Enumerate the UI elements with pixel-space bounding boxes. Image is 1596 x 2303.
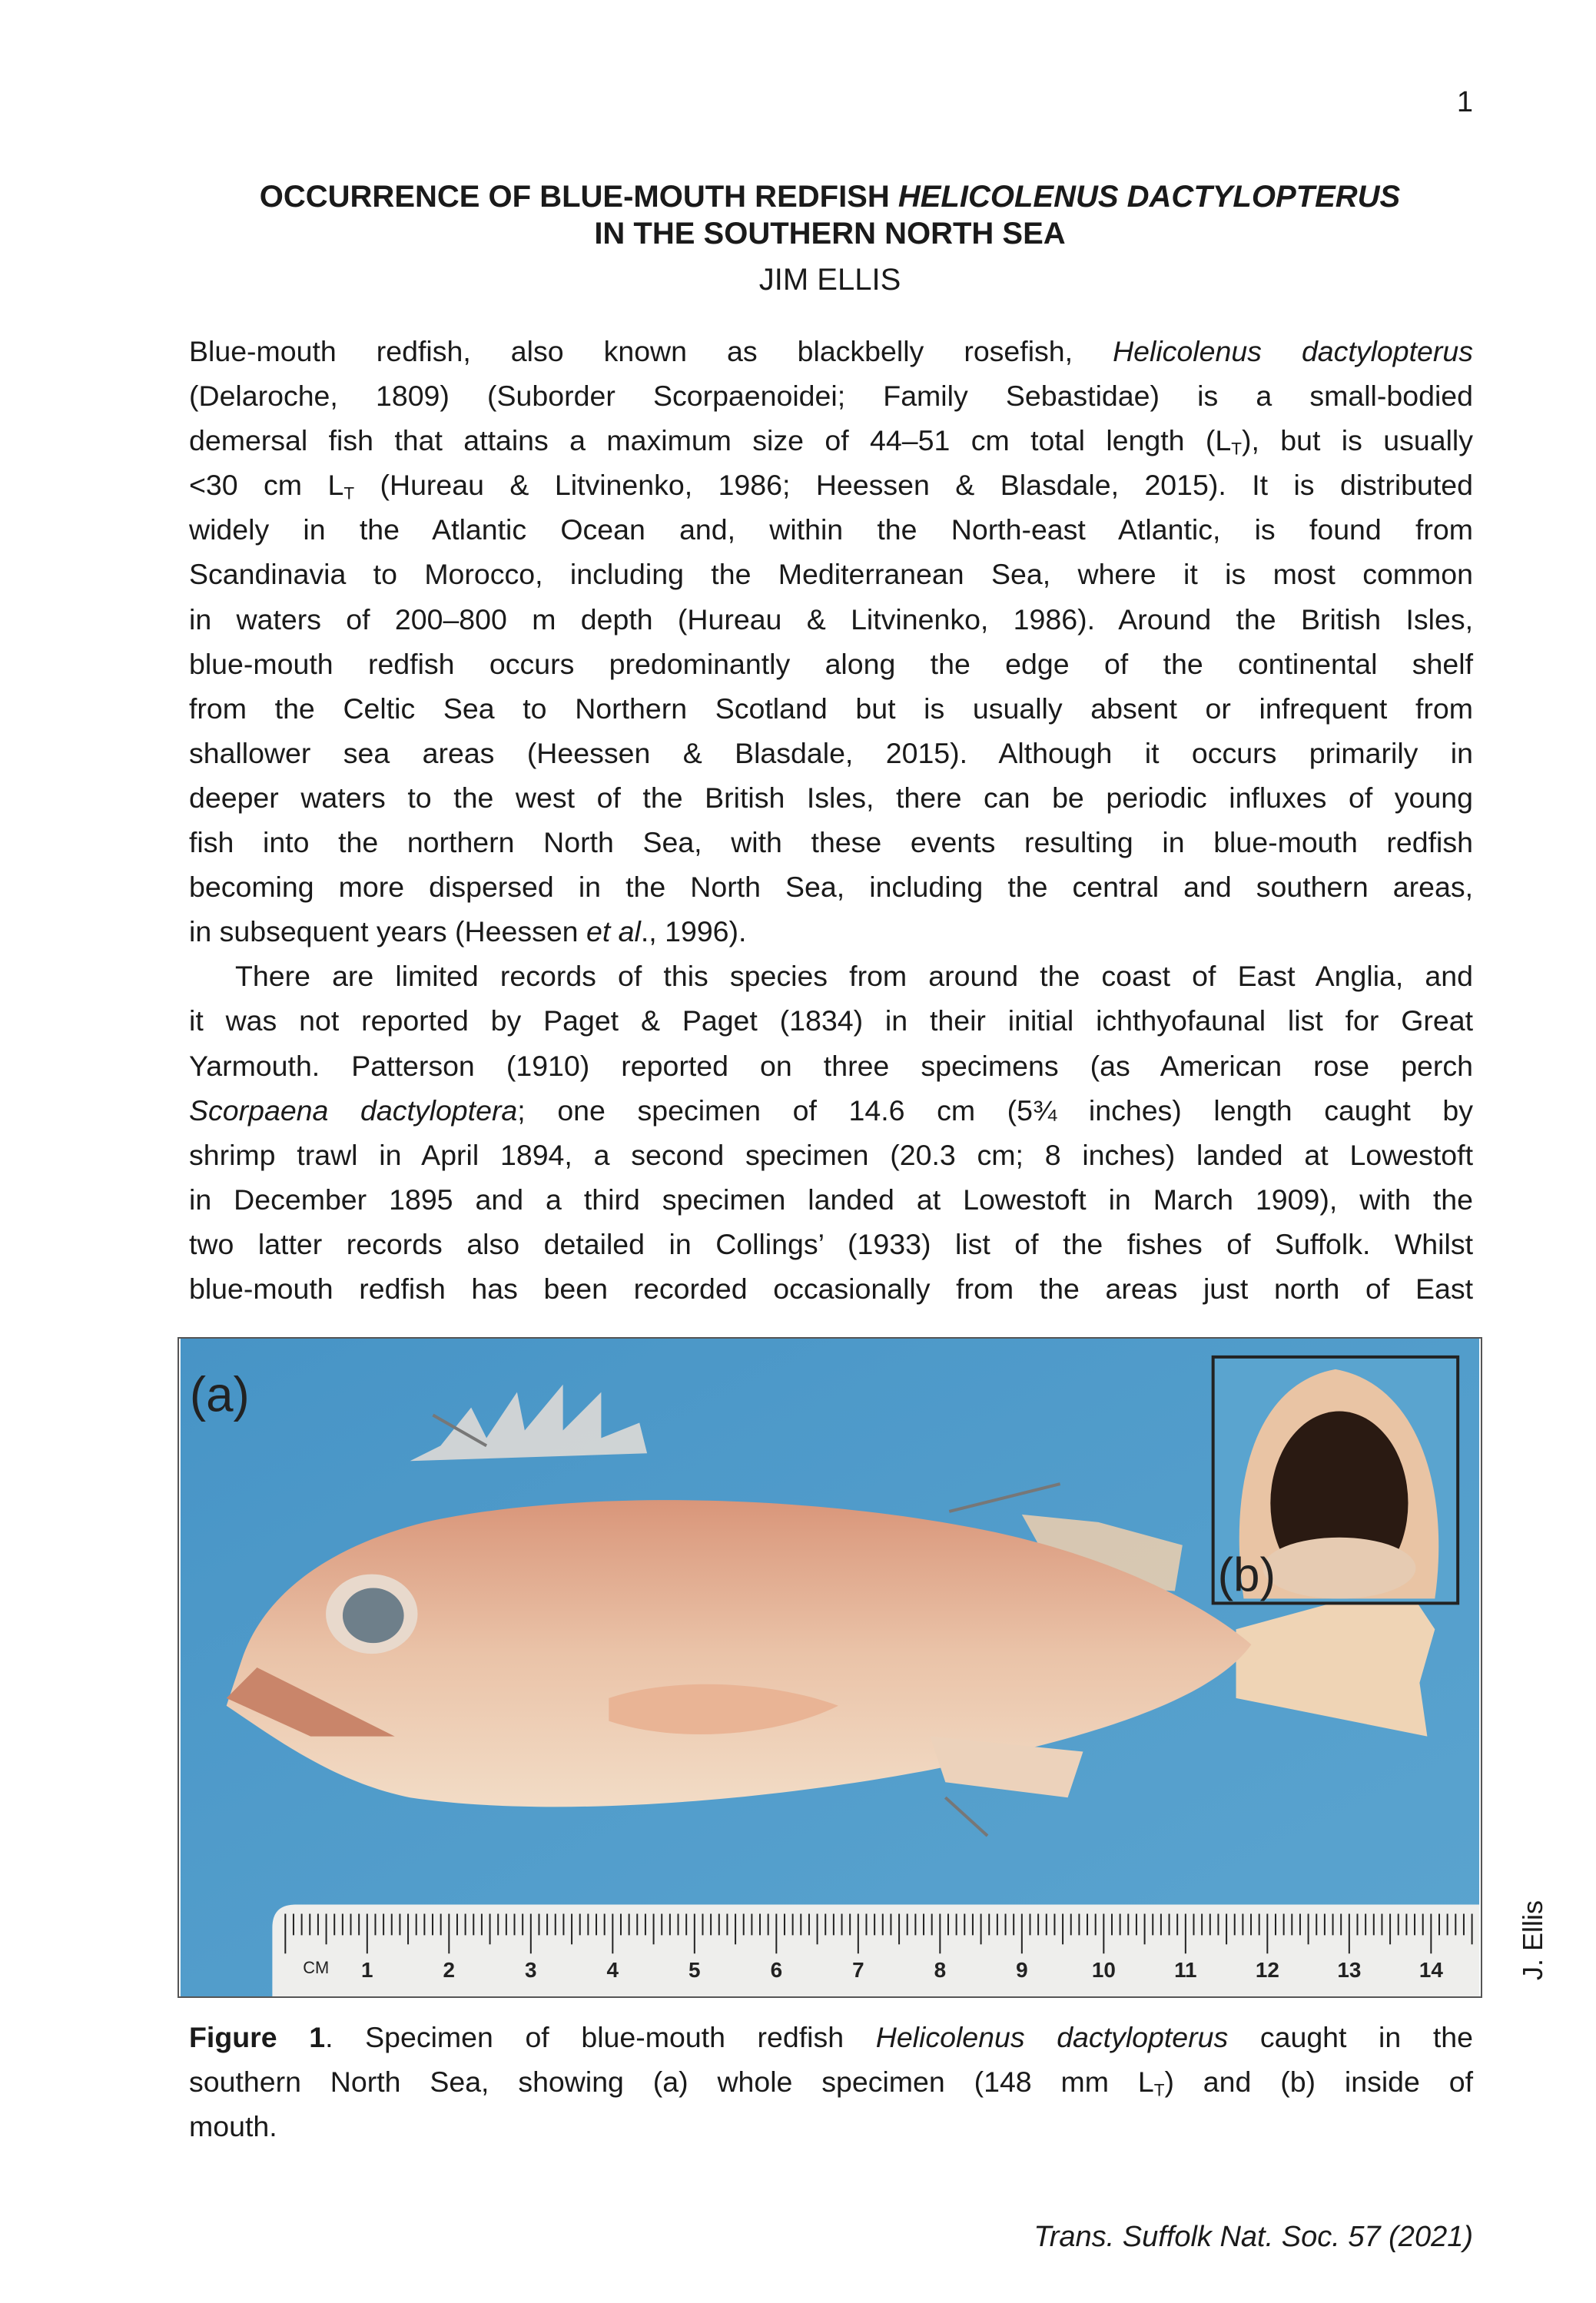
- text-line: [189, 1133, 1473, 1177]
- subscript: T: [1153, 2080, 1165, 2100]
- text-segment: Figure 1: [189, 2021, 326, 2053]
- ruler-label: 8: [934, 1958, 947, 1983]
- subscript: T: [343, 483, 355, 503]
- subscript: T: [1231, 439, 1242, 459]
- text-line: [189, 864, 1473, 909]
- article-title: [0, 178, 1596, 215]
- figure-1-photo: [178, 1337, 1482, 1998]
- italic-text: Helicolenus dactylopterus: [1113, 335, 1473, 367]
- ruler-label: 11: [1174, 1958, 1197, 1983]
- page-number: 1: [1456, 86, 1473, 118]
- text-line: [189, 686, 1473, 731]
- text-segment: ) and (b) inside of: [1164, 2066, 1473, 2099]
- text-line: [189, 1222, 1473, 1266]
- ruler-label: 3: [525, 1958, 537, 1983]
- text-segment: blue-mouth redfish occurs predominantly along the edge of the continental shelf: [189, 647, 1473, 680]
- ruler-label: 12: [1255, 1958, 1279, 1983]
- ruler-label: 14: [1418, 1958, 1443, 1983]
- text-segment: from the Celtic Sea to Northern Scotland but is usually absent or infrequent from: [189, 692, 1473, 725]
- text-line: [189, 552, 1473, 596]
- ruler-label: 6: [770, 1958, 783, 1983]
- text-segment: shrimp trawl in April 1894, a second specimen (20.3 cm; 8 inches) landed at Lowestoft: [189, 1138, 1473, 1171]
- text-segment: ; one specimen of 14.6 cm (5¾ inches) length caught by: [517, 1093, 1474, 1127]
- article-title-line-2: IN THE SOUTHERN NORTH SEA: [594, 217, 1066, 251]
- text-segment: (Delaroche, 1809) (Suborder Scorpaenoidei; Family Sebastidae) is a small-bodied: [189, 380, 1473, 413]
- fish-eye: [343, 1588, 404, 1643]
- text-line: [189, 998, 1473, 1043]
- text-line: [189, 820, 1473, 864]
- ruler-label: 10: [1091, 1958, 1116, 1983]
- text-segment: Yarmouth. Patterson (1910) reported on three specimens (as American rose perch: [189, 1049, 1473, 1082]
- ruler-label: 2: [443, 1958, 456, 1983]
- text-segment: There are limited records of this species from around the coast of East Anglia, and: [235, 960, 1473, 993]
- text-segment: in waters of 200–800 m depth (Hureau & Litvinenko, 1986). Around the British Isles,: [189, 602, 1473, 635]
- text-line: [189, 2059, 1473, 2104]
- figure-caption: [189, 2015, 1473, 2149]
- text-line: [189, 1044, 1473, 1088]
- text-segment: in December 1895 and a third specimen landed at Lowestoft in March 1909), with the: [189, 1183, 1473, 1216]
- text-segment: ., 1996).: [640, 915, 747, 948]
- text-line: [189, 775, 1473, 820]
- text-line: [189, 954, 1473, 998]
- ruler: [272, 1905, 1479, 1996]
- text-line: [189, 642, 1473, 686]
- text-segment: blue-mouth redfish has been recorded occasionally from the areas just north of East: [189, 1272, 1473, 1305]
- text-segment: (Hureau & Litvinenko, 1986; Heessen & Blasdale, 2015). It is distributed: [354, 469, 1474, 502]
- photo-credit-text: J. Ellis: [1517, 1900, 1548, 1981]
- text-line: [189, 731, 1473, 775]
- ruler-label: 7: [852, 1958, 864, 1983]
- ruler-label: 13: [1337, 1958, 1362, 1983]
- ruler-label: 9: [1016, 1958, 1028, 1983]
- text-line: [189, 1177, 1473, 1222]
- text-segment: <30 cm L: [189, 469, 344, 502]
- text-segment: becoming more dispersed in the North Sea, including the central and southern areas,: [189, 871, 1473, 904]
- inset-mouth-photo: [1213, 1357, 1458, 1604]
- text-segment: mouth.: [189, 2110, 277, 2143]
- text-line: [189, 1088, 1473, 1133]
- text-segment: Scandinavia to Morocco, including the Mediterranean Sea, where it is most common: [189, 558, 1473, 591]
- text-line: [189, 2015, 1473, 2059]
- text-segment: deeper waters to the west of the British Isles, there can be periodic influxes of young: [189, 781, 1473, 814]
- text-line: [189, 373, 1473, 418]
- text-segment: widely in the Atlantic Ocean and, within the North-east Atlantic, is found from: [189, 513, 1473, 546]
- italic-text: et al: [586, 915, 641, 948]
- journal-footer: Trans. Suffolk Nat. Soc. 57 (2021): [1034, 2221, 1473, 2253]
- text-line: [189, 909, 1473, 954]
- label-b: (b): [1217, 1548, 1276, 1602]
- title-line-1: OCCURRENCE OF BLUE-MOUTH REDFISH: [259, 180, 898, 214]
- italic-text: Scorpaena dactyloptera: [189, 1093, 518, 1127]
- ruler-unit: CM: [303, 1958, 330, 1978]
- text-line: [189, 463, 1473, 507]
- text-line: [189, 507, 1473, 552]
- text-segment: caught in the: [1228, 2021, 1473, 2053]
- text-segment: ), but is usually: [1241, 424, 1473, 457]
- text-line: [189, 418, 1473, 463]
- ruler-label: 1: [361, 1958, 373, 1983]
- text-segment: southern North Sea, showing (a) whole specimen (148 mm L: [189, 2066, 1154, 2099]
- ruler-label: 4: [606, 1958, 619, 1983]
- italic-text: Helicolenus dactylopterus: [875, 2021, 1229, 2053]
- text-segment: two latter records also detailed in Collings’ (1933) list of the fishes of Suffolk. Whilst: [189, 1227, 1473, 1260]
- author: JIM ELLIS: [758, 263, 901, 297]
- photo-credit: [1491, 1898, 1575, 1983]
- text-line: [189, 329, 1473, 373]
- text-segment: demersal fish that attains a maximum size of 44–51 cm total length (L: [189, 424, 1232, 457]
- label-a: (a): [189, 1367, 250, 1422]
- text-segment: in subsequent years (Heessen: [189, 915, 586, 948]
- text-line: [189, 2104, 1473, 2149]
- article-body: [189, 329, 1473, 1311]
- text-line: [189, 1266, 1473, 1311]
- text-segment: . Specimen of blue-mouth redfish: [325, 2021, 876, 2053]
- ruler-label: 5: [689, 1958, 701, 1983]
- text-line: [189, 597, 1473, 642]
- text-segment: fish into the northern North Sea, with these events resulting in blue-mouth redfish: [189, 826, 1473, 859]
- text-segment: it was not reported by Paget & Paget (1834) in their initial ichthyofaunal list for Great: [189, 1004, 1473, 1037]
- text-segment: shallower sea areas (Heessen & Blasdale, 2015). Although it occurs primarily in: [189, 736, 1473, 769]
- text-segment: Blue-mouth redfish, also known as blackbelly rosefish,: [189, 335, 1113, 367]
- title-species: HELICOLENUS DACTYLOPTERUS: [898, 180, 1401, 214]
